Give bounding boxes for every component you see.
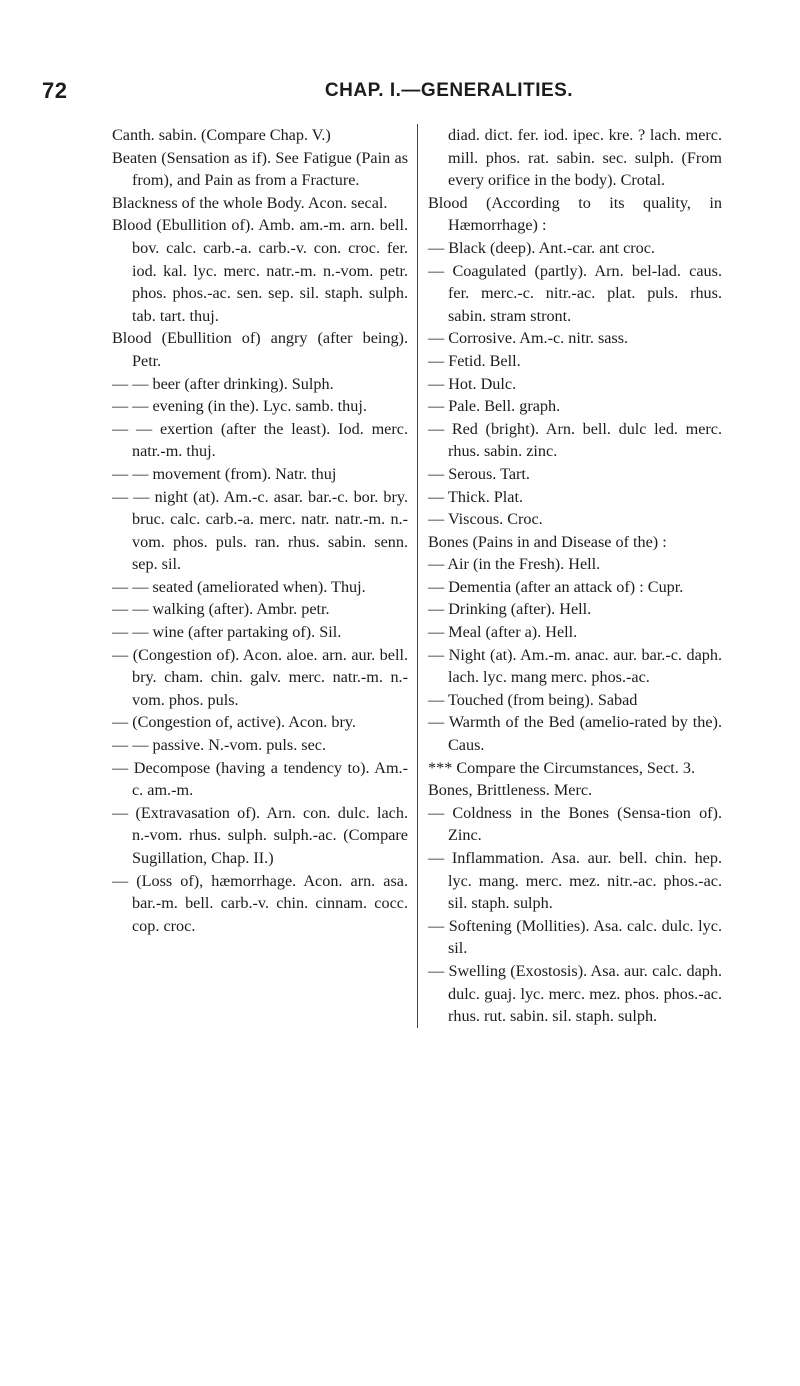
entry: — — passive. N.-vom. puls. sec. <box>112 736 327 755</box>
entry: — Viscous. Croc. <box>428 510 543 529</box>
entry: — Dementia (after an attack of) : Cupr. <box>428 577 684 596</box>
entry: — Touched (from being). Sabad <box>428 690 638 709</box>
entry: — — movement (from). Natr. thuj <box>112 464 337 483</box>
entry: Blood (Ebullition of) angry (after being). Petr. <box>112 329 408 370</box>
entry: Bones, Brittleness. Merc. <box>428 781 593 800</box>
entry: — — evening (in the). Lyc. samb. thuj. <box>112 397 367 416</box>
entry: — Air (in the Fresh). Hell. <box>428 555 601 574</box>
entry: — Drinking (after). Hell. <box>428 600 592 619</box>
entry: — Warmth of the Bed (amelio-rated by the). Caus. <box>428 713 722 755</box>
entry: — Black (deep). Ant.-car. ant croc. <box>428 238 655 257</box>
chapter-title: CHAP. I.—GENERALITIES. <box>324 80 574 101</box>
entry: — Hot. Dulc. <box>428 374 517 393</box>
entry: — Corrosive. Am.-c. nitr. sass. <box>428 329 629 348</box>
entry: — (Extravasation of). Arn. con. dulc. lach. n.-vom. rhus. sulph. sulph.-ac. (Compare Sugillation, Chap. II.) <box>112 803 408 867</box>
text-columns <box>112 124 722 1028</box>
entry: — Inflammation. Asa. aur. bell. chin. hep. lyc. mang. merc. mez. nitr.-ac. phos.-ac. sil. staph. sulph. <box>428 849 722 913</box>
entry: — Coagulated (partly). Arn. bel-lad. caus. fer. merc.-c. nitr.-ac. plat. puls. rhus. sabin. stram stront. <box>428 261 722 325</box>
left-column <box>112 124 418 1028</box>
entry: — Night (at). Am.-m. anac. aur. bar.-c. daph. lach. lyc. mang merc. phos.-ac. <box>428 645 722 687</box>
entry: — — exertion (after the least). Iod. merc. natr.-m. thuj. <box>112 419 408 461</box>
entry: Blood (Ebullition of). Amb. am.-m. arn. bell. bov. calc. carb.-a. carb.-v. con. croc. fer. iod. kal. lyc. merc. natr.-m. n.-vom. petr. phos. phos.-ac. sen. sep. sil. staph. sulph. tab. tart. thuj. <box>112 216 408 325</box>
entry: — Red (bright). Arn. bell. dulc led. merc. rhus. sabin. zinc. <box>428 419 722 461</box>
entry: — — wine (after partaking of). Sil. <box>112 623 342 642</box>
entry: Blackness of the whole Body. Acon. secal. <box>112 193 388 212</box>
entry: — — seated (ameliorated when). Thuj. <box>112 577 366 596</box>
entry: — — walking (after). Ambr. petr. <box>112 600 330 619</box>
entry: — Fetid. Bell. <box>428 351 521 370</box>
entry: Canth. sabin. (Compare Chap. V.) <box>112 126 331 144</box>
page-number: 72 <box>42 78 68 103</box>
entry: Bones (Pains in and Disease of the) : <box>428 532 667 551</box>
entry: — (Congestion of, active). Acon. bry. <box>112 713 356 732</box>
entry: — Pale. Bell. graph. <box>428 397 561 416</box>
entry: — Meal (after a). Hell. <box>428 623 578 642</box>
entry: diad. dict. fer. iod. ipec. kre. ? lach. merc. mill. phos. rat. sabin. sec. sulph. (From every orifice in the body). Crotal. <box>448 126 722 190</box>
entry: Blood (According to its quality, in Hæmorrhage) : <box>428 193 722 235</box>
entry: *** Compare the Circumstances, Sect. 3. <box>428 758 696 777</box>
entry: — Swelling (Exostosis). Asa. aur. calc. daph. dulc. guaj. lyc. merc. mez. phos. phos.-ac. rhus. rut. sabin. sil. staph. sulph. <box>428 961 722 1026</box>
entry: — Softening (Mollities). Asa. calc. dulc. lyc. sil. <box>428 916 722 958</box>
entry: Beaten (Sensation as if). See Fatigue (Pain as from), and Pain as from a Fracture. <box>112 148 408 190</box>
entry: — Serous. Tart. <box>428 464 530 483</box>
entry: — — night (at). Am.-c. asar. bar.-c. bor. bry. bruc. calc. carb.-a. merc. natr. natr.-m. n.-vom. phos. puls. ran. rhus. sabin. senn. sep. sil. <box>112 487 408 574</box>
entry: — — beer (after drinking). Sulph. <box>112 374 334 393</box>
entry: — (Loss of), hæmorrhage. Acon. arn. asa. bar.-m. bell. carb.-v. chin. cinnam. cocc. cop. croc. <box>112 871 408 935</box>
entry: — (Congestion of). Acon. aloe. arn. aur. bell. bry. cham. chin. galv. merc. natr.-m. n.-vom. phos. puls. <box>112 645 408 709</box>
entry: — Decompose (having a tendency to). Am.-c. am.-m. <box>112 758 408 800</box>
entry: — Coldness in the Bones (Sensa-tion of). Zinc. <box>428 803 722 845</box>
right-column <box>418 124 722 1028</box>
entry: — Thick. Plat. <box>428 487 524 506</box>
